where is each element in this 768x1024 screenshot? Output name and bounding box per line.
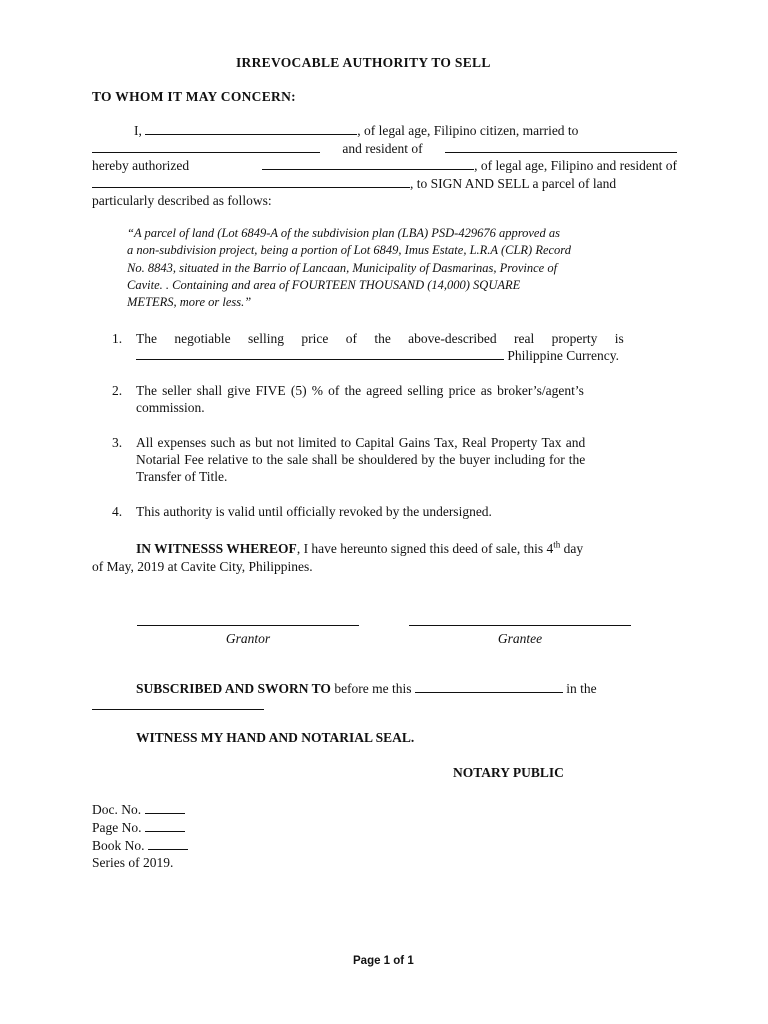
property-description-line: “A parcel of land (Lot 6849-A of the subdivision plan (LBA) PSD-429676 approved as — [127, 226, 560, 240]
place-blank — [92, 709, 264, 710]
property-description — [127, 225, 571, 311]
page-no-blank — [145, 819, 185, 832]
intro-line-1: I, , of legal age, Filipino citizen, married to — [134, 123, 579, 138]
item-2-line-2: commission. — [136, 400, 205, 415]
grantee-label: Grantee — [497, 631, 543, 646]
item-3-line-1: All expenses such as but not limited to Capital Gains Tax, Real Property Tax and — [136, 435, 586, 450]
item-4-number: 4. — [112, 504, 123, 519]
property-description-line: Cavite. . Containing and area of FOURTEEN THOUSAND (14,000) SQUARE — [127, 277, 521, 292]
item-3-line-3: Transfer of Title. — [136, 469, 228, 484]
salutation: TO WHOM IT MAY CONCERN: — [92, 89, 296, 104]
price-blank — [136, 347, 504, 360]
page-no: Page No. — [92, 819, 185, 837]
witness-line-1: IN WITNESSS WHEREOF, I have hereunto signed this deed of sale, this 4th day — [136, 539, 584, 556]
spouse-name-blank — [92, 140, 320, 153]
grantee-signature-line — [409, 625, 631, 626]
notary-public-label: NOTARY PUBLIC — [453, 765, 564, 780]
residence-blank — [445, 140, 677, 153]
item-2-number: 2. — [112, 383, 123, 398]
property-description-line: a non-subdivision project, being a portion of Lot 6849, Imus Estate, L.R.A (CLR) Record — [127, 243, 571, 258]
page-footer: Page 1 of 1 — [353, 955, 414, 967]
doc-no-blank — [145, 801, 185, 814]
notarial-seal-heading: WITNESS MY HAND AND NOTARIAL SEAL. — [136, 730, 415, 745]
grantor-label: Grantor — [225, 631, 271, 646]
book-no-blank — [148, 837, 188, 850]
item-2-line-1: The seller shall give FIVE (5) % of the agreed selling price as broker’s/agent’s — [136, 383, 584, 398]
item-4-line-1: This authority is valid until officially revoked by the undersigned. — [136, 504, 492, 519]
grantor-signature-line — [137, 625, 359, 626]
intro-line-2: and resident of — [92, 140, 677, 158]
item-1-number: 1. — [112, 331, 123, 346]
principal-name-blank — [145, 122, 357, 135]
property-description-line: No. 8843, situated in the Barrio of Lancaan, Municipality of Dasmarinas, Province of — [127, 260, 558, 275]
agent-residence-blank — [92, 175, 410, 188]
item-1-line-1: The negotiable selling price of the above-described real property is — [136, 331, 624, 346]
item-3-line-2: Notarial Fee relative to the sale shall be shouldered by the buyer including for the — [136, 452, 586, 467]
intro-line-3: hereby authorized , of legal age, Filipino and resident of — [92, 158, 677, 173]
item-1-line-2: Philippine Currency. — [136, 347, 619, 365]
intro-line-4: , to SIGN AND SELL a parcel of land — [92, 175, 677, 193]
doc-no: Doc. No. — [92, 801, 185, 819]
date-blank — [415, 680, 563, 693]
subscribed-line: SUBSCRIBED AND SWORN TO before me this in the — [136, 681, 597, 696]
witness-line-2: of May, 2019 at Cavite City, Philippines. — [92, 559, 313, 574]
agent-name-blank — [262, 157, 474, 170]
document-title: IRREVOCABLE AUTHORITY TO SELL — [236, 55, 491, 70]
series: Series of 2019. — [92, 855, 174, 870]
book-no: Book No. — [92, 837, 188, 855]
item-3-number: 3. — [112, 435, 123, 450]
intro-line-5: particularly described as follows: — [92, 193, 272, 208]
property-description-line: METERS, more or less.” — [127, 295, 252, 310]
